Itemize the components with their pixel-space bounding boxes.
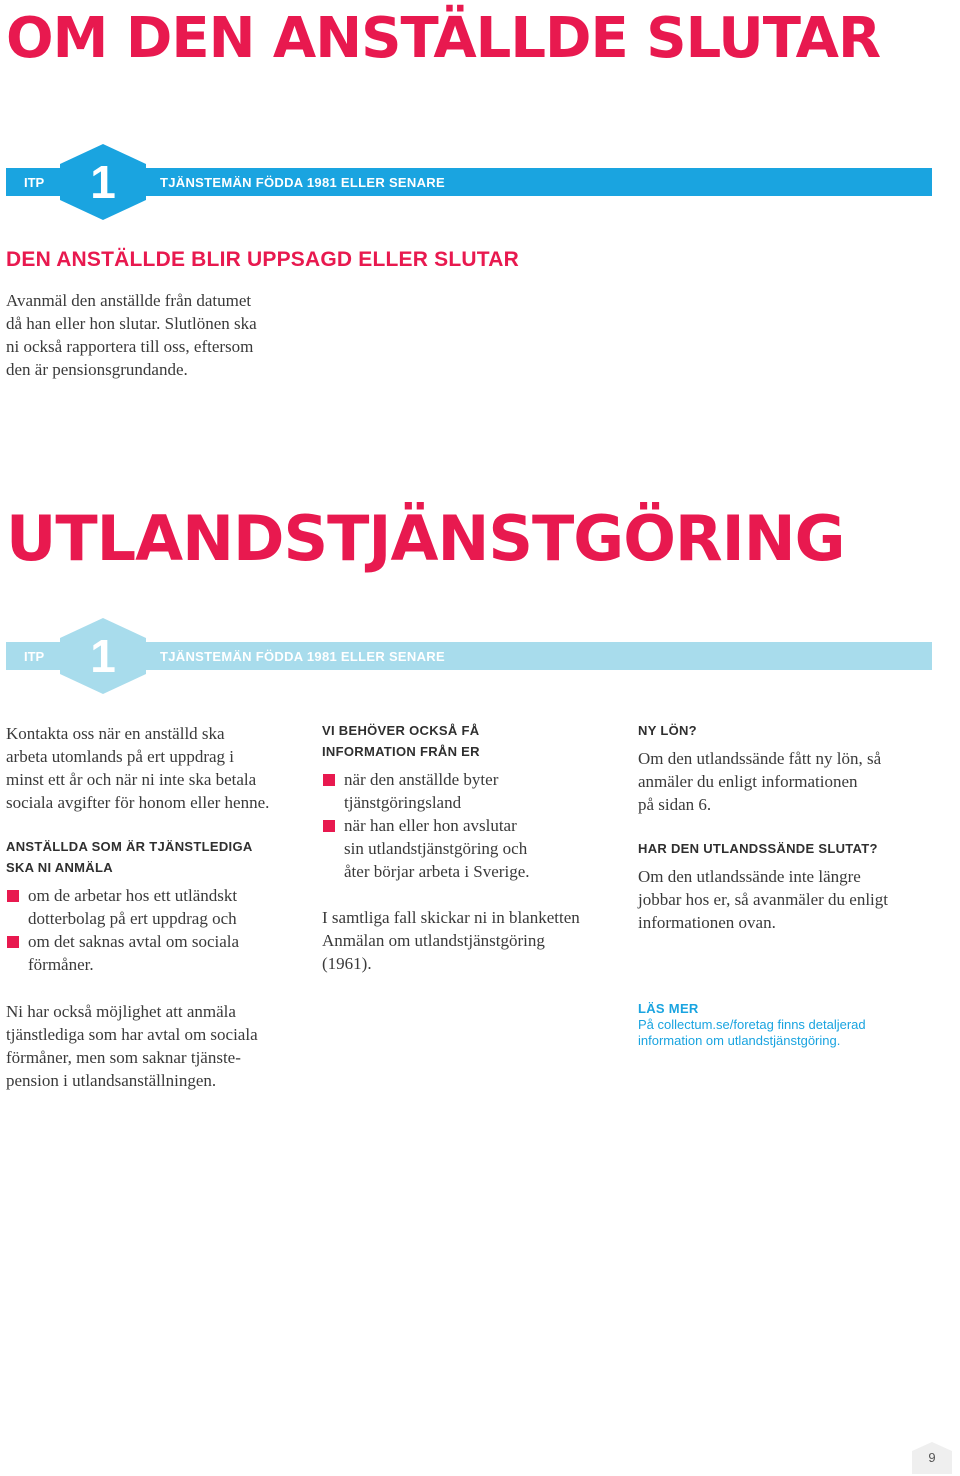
list-item: om de arbetar hos ett utländskt dotterbolag på ert uppdrag och <box>6 884 306 930</box>
section-heading: DEN ANSTÄLLDE BLIR UPPSAGD ELLER SLUTAR <box>6 248 519 271</box>
banner-label: TJÄNSTEMÄN FÖDDA 1981 ELLER SENARE <box>160 175 445 190</box>
intro-paragraph: Avanmäl den anställde från datumet då han eller hon slutar. Slutlönen ska ni också rapportera till oss, eftersom den är pensionsgrundande. <box>6 291 257 379</box>
hexagon-badge-icon <box>58 144 148 220</box>
col3-subheading-ended: HAR DEN UTLANDSSÄNDE SLUTAT? <box>638 841 878 856</box>
itp-label: ITP <box>24 649 45 664</box>
col1-subheading: ANSTÄLLDA SOM ÄR TJÄNSTLEDIGA SKA NI ANMÄLA <box>6 839 253 875</box>
col3-body-ended: Om den utlandssände inte längre jobbar hos er, så avanmäler du enligt informationen ovan. <box>638 867 888 932</box>
banner-label: TJÄNSTEMÄN FÖDDA 1981 ELLER SENARE <box>160 649 445 664</box>
list-item: när den anställde byter tjänstgöringsland <box>322 768 622 814</box>
col1-outro: Ni har också möjlighet att anmäla tjänstlediga som har avtal om sociala förmåner, men som saknar tjänste- pension i utlandsanställningen. <box>6 1002 258 1090</box>
read-more-link[interactable]: På collectum.se/foretag finns detaljerad information om utlandstjänstgöring. <box>638 1017 866 1048</box>
bullet-square-icon <box>323 774 335 786</box>
itp-label: ITP <box>24 175 45 190</box>
bullet-square-icon <box>323 820 335 832</box>
section-title: UTLANDSTJÄNSTGÖRING <box>6 502 845 575</box>
page-title: OM DEN ANSTÄLLDE SLUTAR <box>6 6 881 71</box>
itp1-banner <box>6 630 932 682</box>
col3-subheading-new-salary: NY LÖN? <box>638 723 697 738</box>
col2-bullet-list <box>322 768 622 883</box>
list-item: om det saknas avtal om sociala förmåner. <box>6 930 306 976</box>
col1-bullet-list <box>6 884 306 976</box>
bullet-square-icon <box>7 936 19 948</box>
svg-text:1: 1 <box>90 630 116 682</box>
itp-number: 1 <box>90 156 116 208</box>
bullet-square-icon <box>7 890 19 902</box>
col2-subheading: VI BEHÖVER OCKSÅ FÅ INFORMATION FRÅN ER <box>322 723 480 759</box>
col2-body: I samtliga fall skickar ni in blanketten Anmälan om utlandstjänstgöring (1961). <box>322 908 580 973</box>
col1-intro: Kontakta oss när en anställd ska arbeta utomlands på ert uppdrag i minst ett år och när ni inte ska betala sociala avgifter för honom eller henne. <box>6 724 270 812</box>
itp1-banner <box>6 156 932 208</box>
page-number: 9 <box>928 1450 936 1465</box>
hexagon-badge-icon <box>58 618 148 694</box>
list-item: när han eller hon avslutar sin utlandstjänstgöring och åter börjar arbeta i Sverige. <box>322 814 622 883</box>
col3-body-new-salary: Om den utlandssände fått ny lön, så anmäler du enligt informationen på sidan 6. <box>638 749 882 814</box>
read-more-heading: LÄS MER <box>638 1001 699 1016</box>
